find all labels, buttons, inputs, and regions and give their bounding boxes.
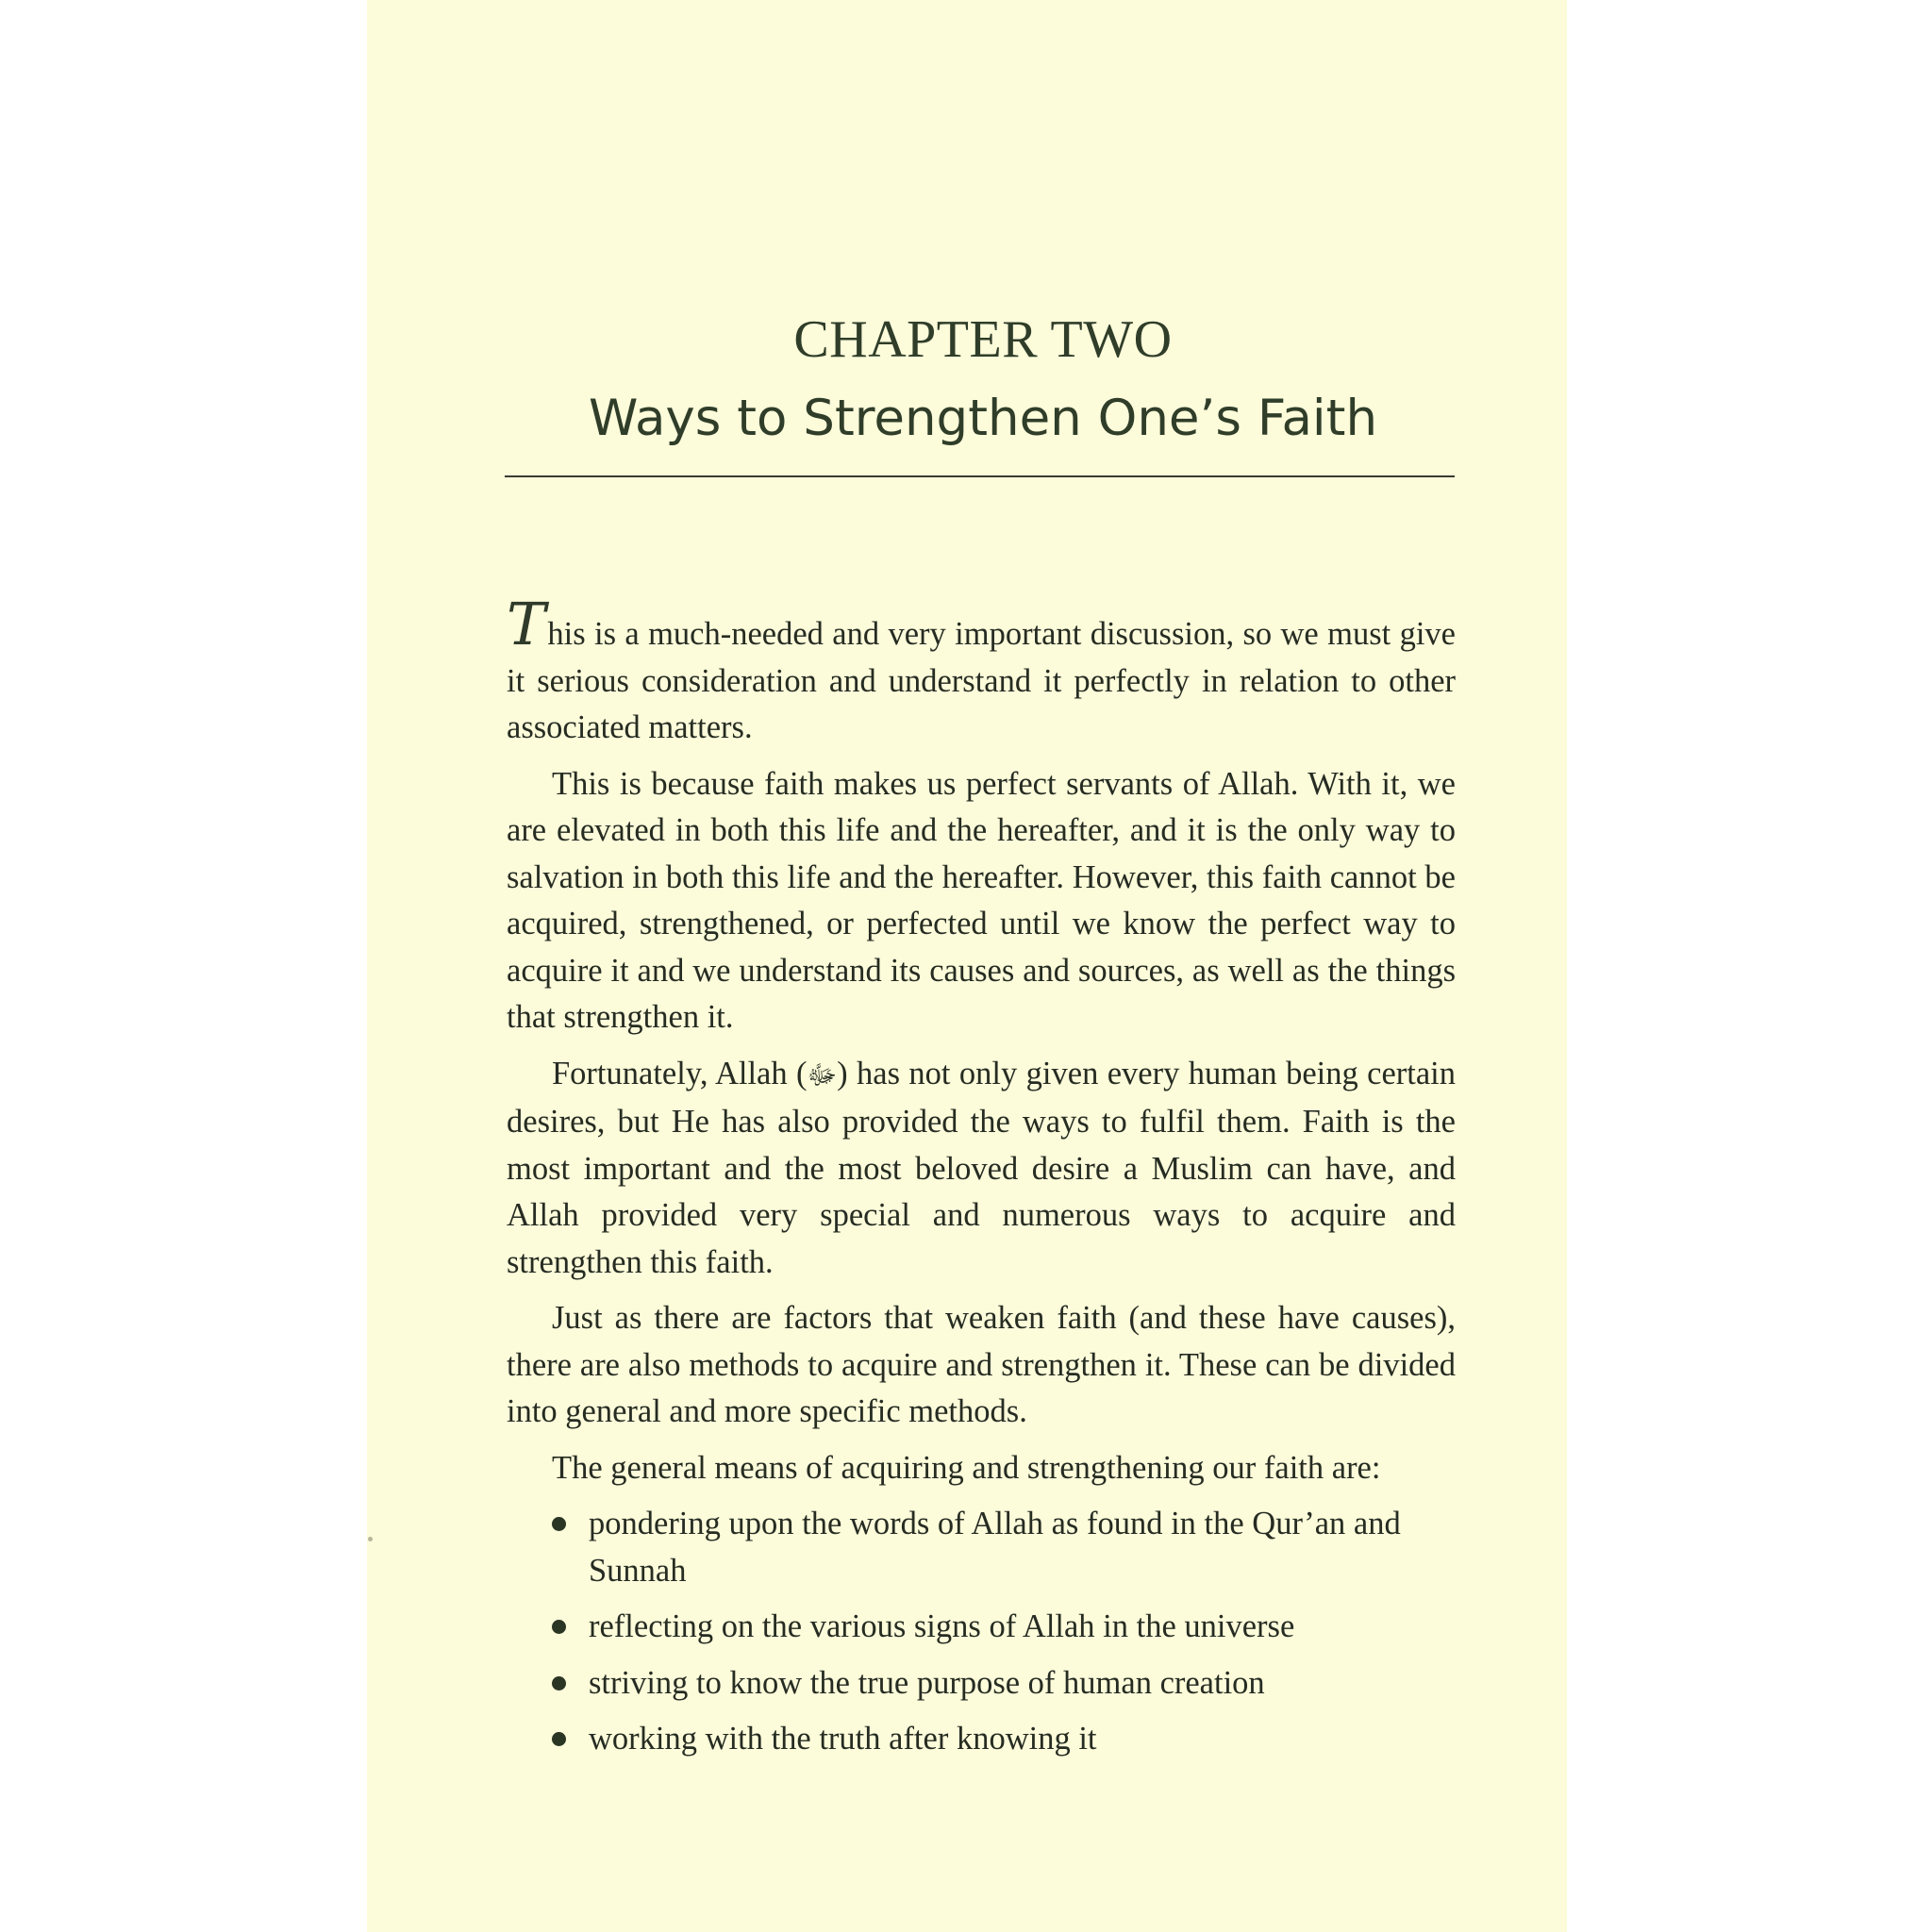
- header-divider: [505, 475, 1455, 477]
- bullet-icon: [552, 1620, 566, 1634]
- paragraph-4: Just as there are factors that weaken faith (and these have causes), there are also methods to acquire and strengthen it. These can be divided into general and more specific methods.: [507, 1300, 1456, 1429]
- list-item-text: pondering upon the words of Allah as found in the Qur’an and Sunnah: [589, 1506, 1401, 1589]
- list-item-text: reflecting on the various signs of Allah in the universe: [589, 1608, 1295, 1644]
- bullet-icon: [552, 1517, 566, 1531]
- chapter-title: Ways to Strengthen One’s Faith: [588, 390, 1378, 447]
- paragraph-3: [507, 1051, 1456, 1287]
- paragraph-1-text: his is a much-needed and very important discussion, so we must give it serious consideration and understand it perfectly in relation to other associated matters.: [507, 616, 1456, 745]
- list-item: [507, 1604, 1456, 1651]
- chapter-body: [507, 590, 1456, 1773]
- chapter-number: CHAPTER TWO: [793, 310, 1173, 369]
- honorific-symbol: ﷻ: [807, 1060, 838, 1091]
- bullet-icon: [552, 1732, 566, 1746]
- paragraph-3-text-before: Fortunately, Allah (: [552, 1055, 808, 1091]
- chapter-header: [508, 304, 1457, 460]
- paragraph-3-text-after: ) has not only given every human being certain desires, but He has also provided the ways to fulfil them. Faith is the most important and the most beloved desire a Muslim can have, and Allah provided very special and numerous ways to acquire and strengthen this faith.: [507, 1055, 1456, 1280]
- book-page: [367, 0, 1567, 1932]
- paragraph-1: [507, 590, 1456, 752]
- list-item-text: working with the truth after knowing it: [589, 1721, 1097, 1757]
- list-item: [507, 1716, 1456, 1763]
- bullet-icon: [552, 1676, 566, 1690]
- drop-cap: T: [507, 590, 546, 658]
- means-list: [507, 1501, 1456, 1763]
- list-item: [507, 1501, 1456, 1594]
- paragraph-2: This is because faith makes us perfect servants of Allah. With it, we are elevated in both this life and the hereafter, and it is the only way to salvation in both this life and the hereafter. However, this faith cannot be acquired, strengthened, or perfected until we know the perfect way to acquire it and we understand its causes and sources, as well as the things that strengthen it.: [507, 765, 1456, 1035]
- paragraph-5: The general means of acquiring and strengthening our faith are:: [552, 1449, 1381, 1486]
- list-item-text: striving to know the true purpose of human creation: [589, 1664, 1265, 1701]
- margin-speck: [368, 1537, 373, 1541]
- list-item: [507, 1660, 1456, 1707]
